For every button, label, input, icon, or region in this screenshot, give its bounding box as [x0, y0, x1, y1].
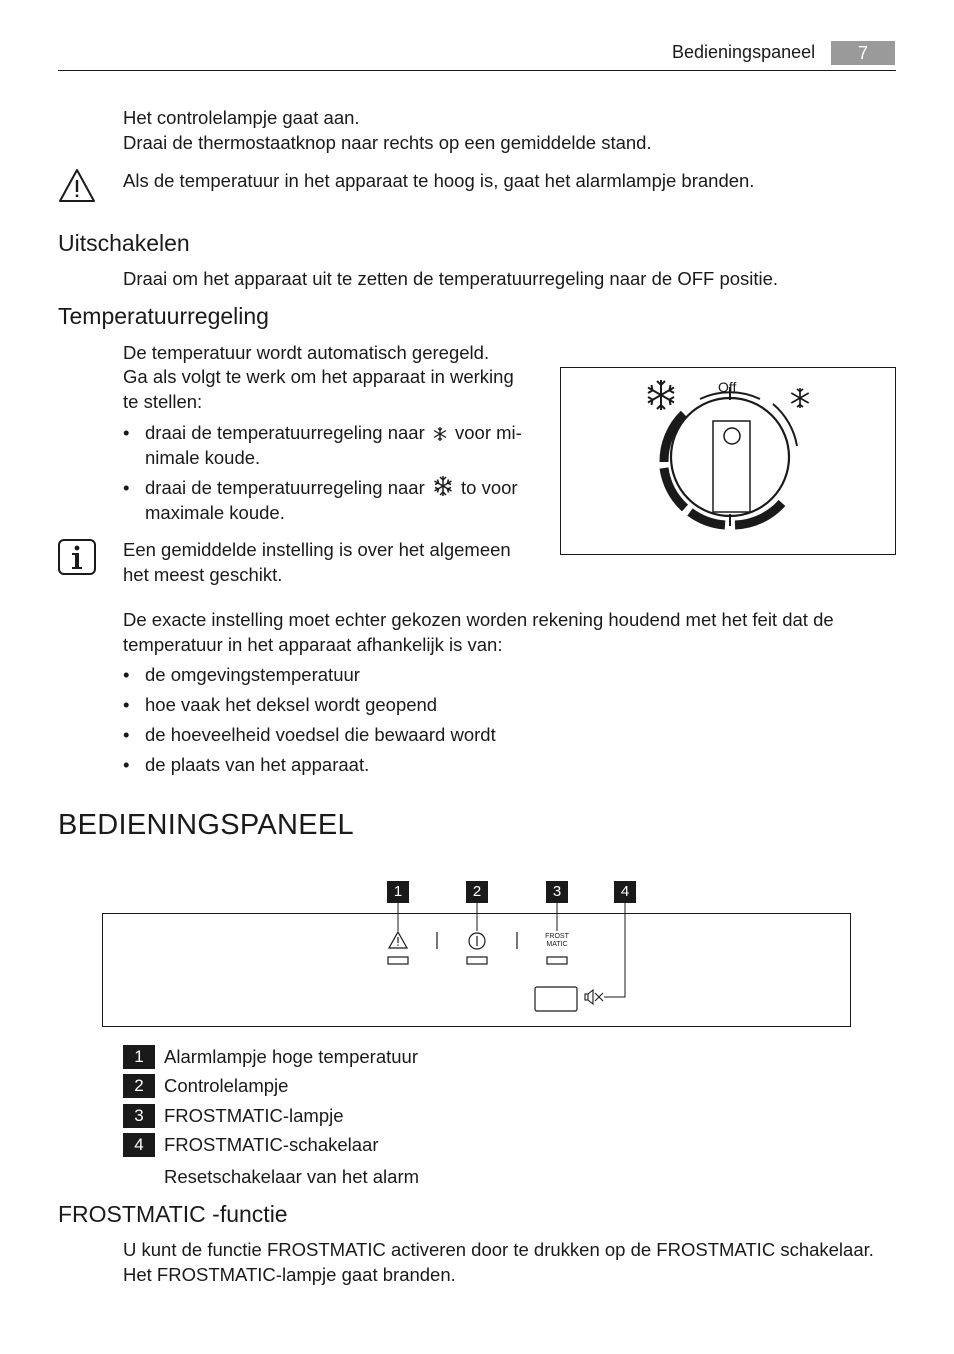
- bullet-dot: •: [123, 754, 130, 775]
- callout-2: 2: [466, 881, 488, 903]
- exact-text-1: De exacte instelling moet echter gekozen worden rekening houdend met het feit dat de: [123, 609, 834, 630]
- control-lamp: [467, 957, 487, 964]
- page-number-badge: 7: [831, 41, 895, 65]
- temp-bullet-2-text-b: to voor: [461, 477, 518, 498]
- warning-text: Als de temperatuur in het apparaat te hoog is, gaat het alarmlampje branden.: [123, 170, 755, 191]
- temp-bullet-1-text-b: voor mi-: [455, 422, 522, 443]
- heading-temperatuurregeling: Temperatuurregeling: [58, 303, 269, 329]
- legend-label-2: Controlelampje: [164, 1075, 289, 1096]
- legend-label-1: Alarmlampje hoge temperatuur: [164, 1046, 418, 1067]
- factor-item-text: de omgevingstemperatuur: [145, 664, 360, 685]
- frostmatic-lamp: [547, 957, 567, 964]
- temp-p2b: te stellen:: [123, 391, 203, 412]
- alarm-lamp: [388, 957, 408, 964]
- temp-p1: De temperatuur wordt automatisch geregeld.: [123, 342, 490, 363]
- frostmatic-label-bottom: MATIC: [546, 941, 568, 948]
- temp-bullet-2-text-a: draai de temperatuurregeling naar: [145, 477, 425, 498]
- legend-number-3: 3: [123, 1104, 155, 1128]
- bullet-dot: •: [123, 422, 130, 443]
- temp-bullet-2-text-c: maximale koude.: [145, 502, 285, 523]
- legend-number-2: 2: [123, 1074, 155, 1098]
- power-icon: [469, 933, 485, 949]
- heading-bedieningspaneel: BEDIENINGSPANEEL: [58, 809, 354, 841]
- frostmatic-text-2: Het FROSTMATIC-lampje gaat branden.: [123, 1264, 456, 1285]
- intro-line-2: Draai de thermostaatknop naar rechts op een gemiddelde stand.: [123, 132, 652, 153]
- callout-3: 3: [546, 881, 568, 903]
- uitschakelen-text: Draai om het apparaat uit te zetten de temperatuurregeling naar de OFF positie.: [123, 268, 779, 289]
- heading-frostmatic-functie: FROSTMATIC -functie: [58, 1201, 288, 1227]
- callout-4: 4: [614, 881, 636, 903]
- alarm-triangle-icon: [389, 932, 407, 948]
- legend-label-4-extra: Resetschakelaar van het alarm: [164, 1166, 420, 1187]
- legend-label-4: FROSTMATIC-schakelaar: [164, 1134, 379, 1155]
- legend-number-1: 1: [123, 1045, 155, 1069]
- info-text-2: het meest geschikt.: [123, 564, 283, 585]
- intro-line-1: Het controlelampje gaat aan.: [123, 107, 360, 128]
- temp-bullet-1-text-c: nimale koude.: [145, 447, 261, 468]
- temp-bullet-1-text-a: draai de temperatuurregeling naar: [145, 422, 425, 443]
- heading-uitschakelen: Uitschakelen: [58, 230, 190, 256]
- factor-item-text: hoe vaak het deksel wordt geopend: [145, 694, 438, 715]
- bullet-dot: •: [123, 664, 130, 685]
- header-section-title: Bedieningspaneel: [672, 42, 816, 62]
- factor-item-text: de hoeveelheid voedsel die bewaard wordt: [145, 724, 496, 745]
- legend-label-3: FROSTMATIC-lampje: [164, 1105, 344, 1126]
- bullet-dot: •: [123, 694, 130, 715]
- temp-p2a: Ga als volgt te werk om het apparaat in werking: [123, 366, 514, 387]
- frostmatic-text-1: U kunt de functie FROSTMATIC activeren door te drukken op de FROSTMATIC schakelaar.: [123, 1239, 874, 1260]
- legend-number-4: 4: [123, 1133, 155, 1157]
- frostmatic-switch[interactable]: [535, 987, 577, 1011]
- bullet-dot: •: [123, 477, 130, 498]
- exact-text-2: temperatuur in het apparaat afhankelijk is van:: [123, 634, 503, 655]
- alarm-mute-icon: [585, 990, 603, 1004]
- callout-1: 1: [387, 881, 409, 903]
- dial-off-label: Off: [718, 379, 737, 395]
- factor-item-text: de plaats van het apparaat.: [145, 754, 370, 775]
- frostmatic-label-top: FROST: [545, 933, 569, 940]
- info-text-1: Een gemiddelde instelling is over het algemeen: [123, 539, 511, 560]
- bullet-dot: •: [123, 724, 130, 745]
